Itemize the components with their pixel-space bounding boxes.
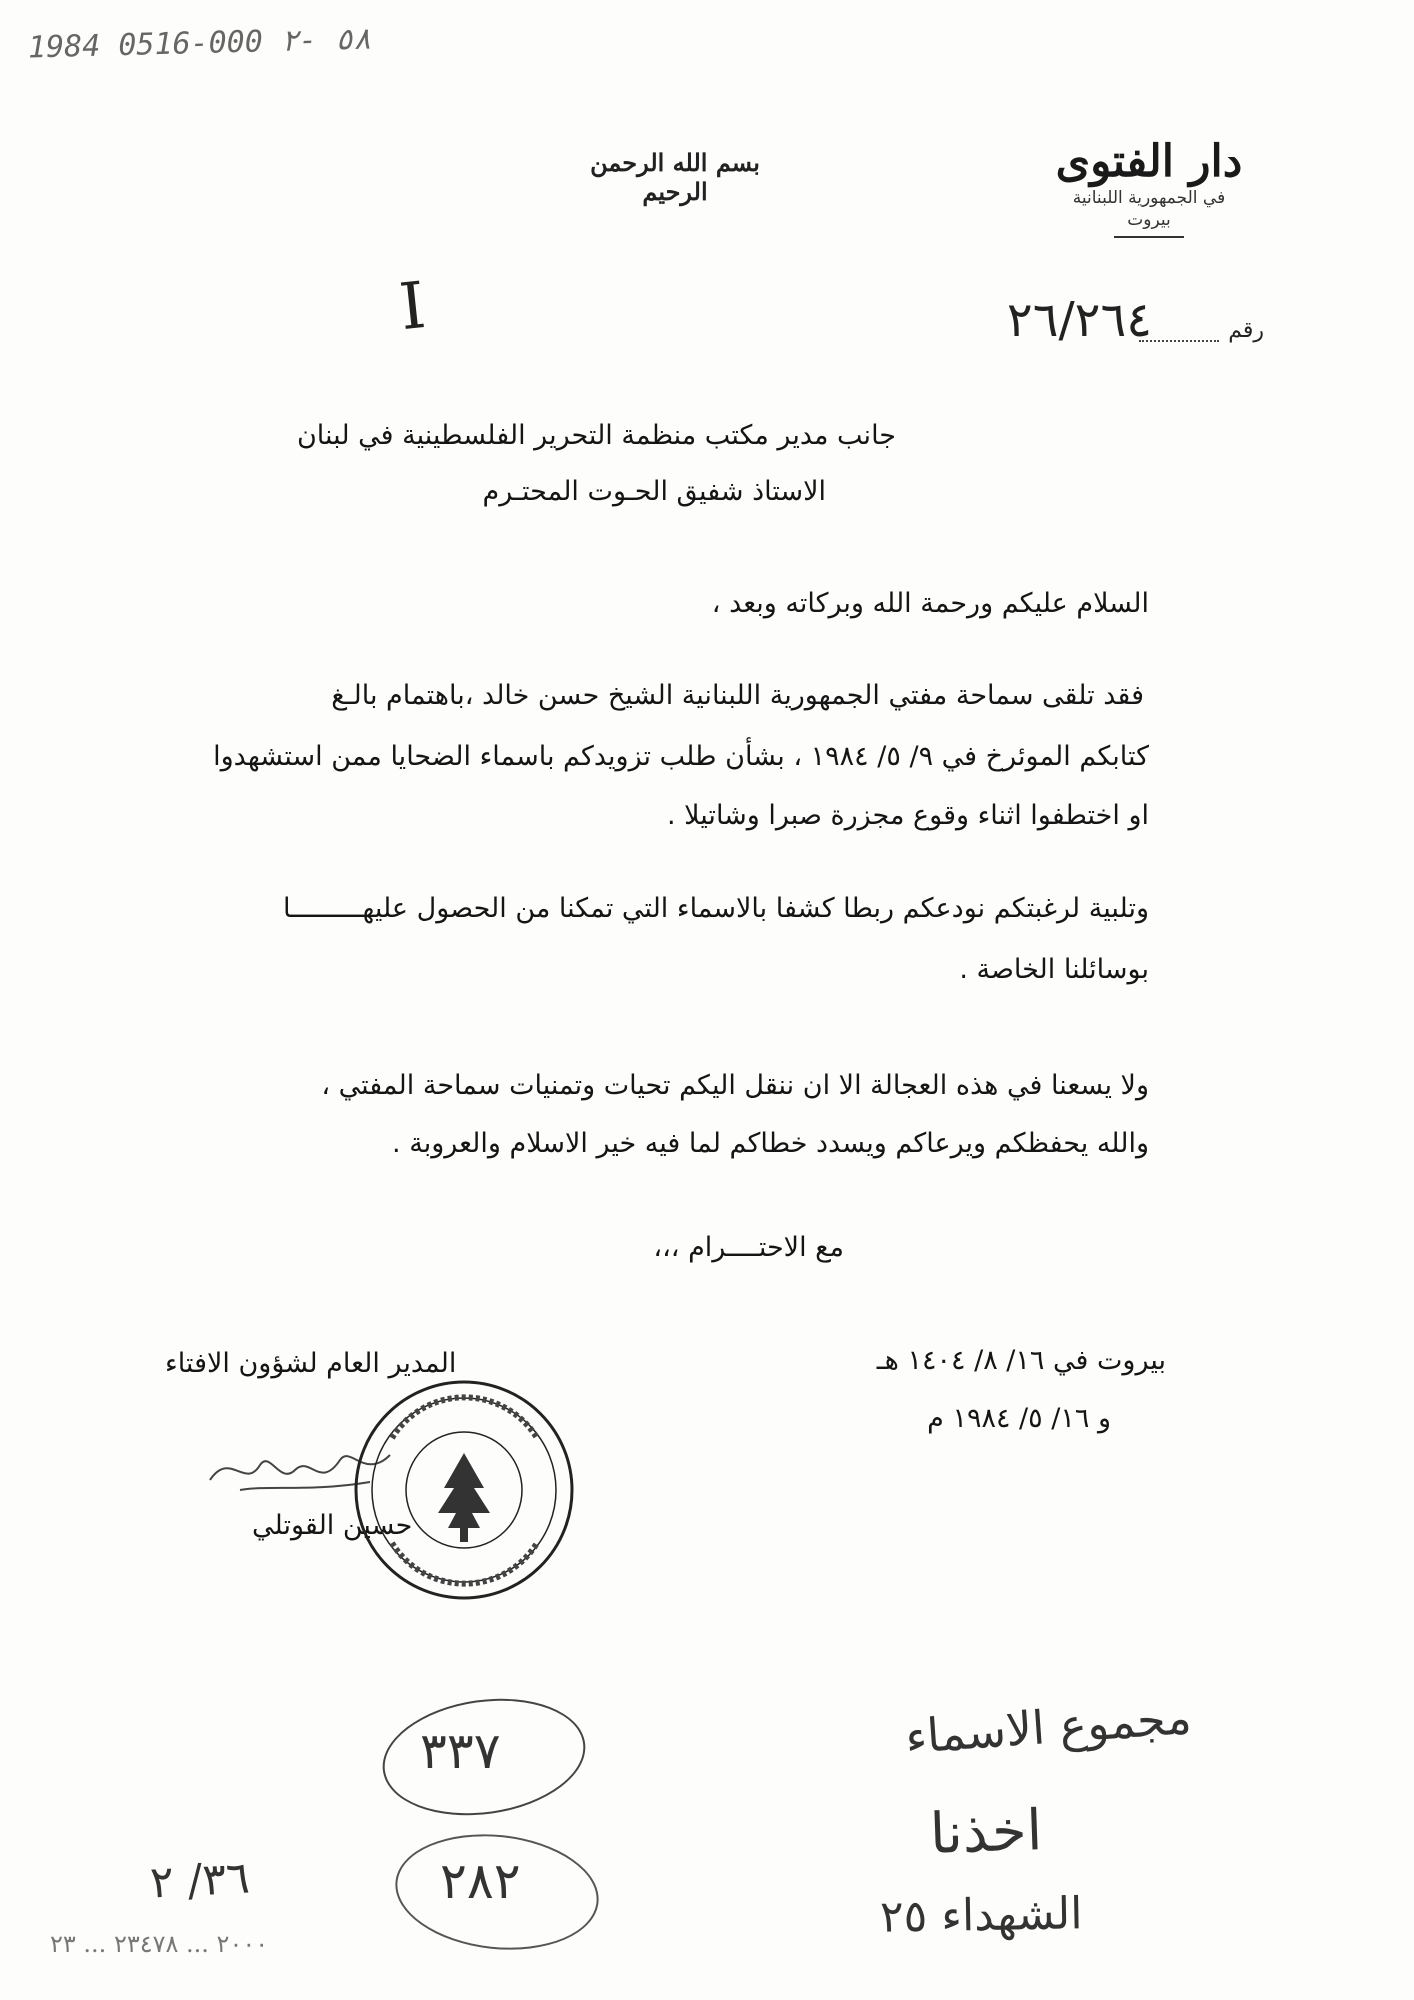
date-gregorian: و ١٦/ ٥/ ١٩٨٤ م bbox=[927, 1403, 1111, 1434]
reference-number: ٢٦/٢٦٤ bbox=[1006, 292, 1152, 348]
roman-mark: I bbox=[396, 268, 430, 346]
letterhead-city: بيروت bbox=[1127, 210, 1171, 231]
signer-name: حسين القوتلي bbox=[252, 1510, 413, 1541]
paragraph-2-line: بوسائلنا الخاصة . bbox=[959, 954, 1149, 985]
handwritten-note: الشهداء ٢٥ bbox=[879, 1888, 1083, 1943]
closing: مع الاحتــــرام ،،، bbox=[653, 1232, 844, 1263]
paragraph-3-line: والله يحفظكم ويرعاكم ويسدد خطاكم لما فيه خير الاسلام والعروبة . bbox=[392, 1128, 1149, 1159]
letterhead-subtitle: في الجمهورية اللبنانية bbox=[1072, 188, 1226, 209]
paragraph-1-line: او اختطفوا اثناء وقوع مجزرة صبرا وشاتيلا . bbox=[667, 800, 1149, 831]
date-hijri: بيروت في ١٦/ ٨/ ١٤٠٤ هـ bbox=[876, 1345, 1166, 1376]
archive-code: 1984 0516-000 ٥٨ -٢ bbox=[27, 21, 372, 66]
letterhead-rule bbox=[1114, 236, 1184, 238]
letterhead-title: دار الفتوى bbox=[1055, 136, 1243, 187]
recipient-line-1: جانب مدير مكتب منظمة التحرير الفلسطينية في لبنان bbox=[296, 420, 896, 451]
handwritten-note: اخذنا bbox=[928, 1798, 1044, 1867]
handwritten-note: مجموع الاسماء bbox=[903, 1690, 1194, 1764]
greeting: السلام عليكم ورحمة الله وبركاته وبعد ، bbox=[711, 588, 1149, 619]
official-stamp bbox=[352, 1378, 577, 1603]
handwritten-faint-numbers: ٢٠٠٠ ... ٢٣٤٧٨ ... ٢٣ bbox=[50, 1930, 269, 1958]
paragraph-2-line: وتلبية لرغبتكم نودعكم ربطا كشفا بالاسماء التي تمكنا من الحصول عليهـــــــــا bbox=[282, 893, 1149, 924]
handwritten-number: ٢٨٢ bbox=[440, 1852, 521, 1910]
handwritten-number: ٣٣٧ bbox=[420, 1722, 501, 1780]
signer-title: المدير العام لشؤون الافتاء bbox=[165, 1348, 457, 1379]
paragraph-1-line: فقد تلقى سماحة مفتي الجمهورية اللبنانية الشيخ حسن خالد ،باهتمام بالـغ bbox=[331, 680, 1144, 711]
paragraph-3-line: ولا يسعنا في هذه العجالة الا ان ننقل اليكم تحيات وتمنيات سماحة المفتي ، bbox=[321, 1070, 1149, 1101]
reference-label: رقم bbox=[1228, 318, 1264, 343]
recipient-line-2: الاستاذ شفيق الحـوت المحتـرم bbox=[482, 476, 826, 507]
handwritten-note: ٣٦/ ٢ bbox=[148, 1852, 251, 1909]
basmala: بسم الله الرحمن الرحيم bbox=[590, 148, 760, 206]
paragraph-1-line: كتابكم الموئرخ في ٩/ ٥/ ١٩٨٤ ، بشأن طلب تزويدكم باسماء الضحايا ممن استشهدوا bbox=[213, 741, 1149, 772]
letterhead bbox=[1034, 138, 1264, 238]
